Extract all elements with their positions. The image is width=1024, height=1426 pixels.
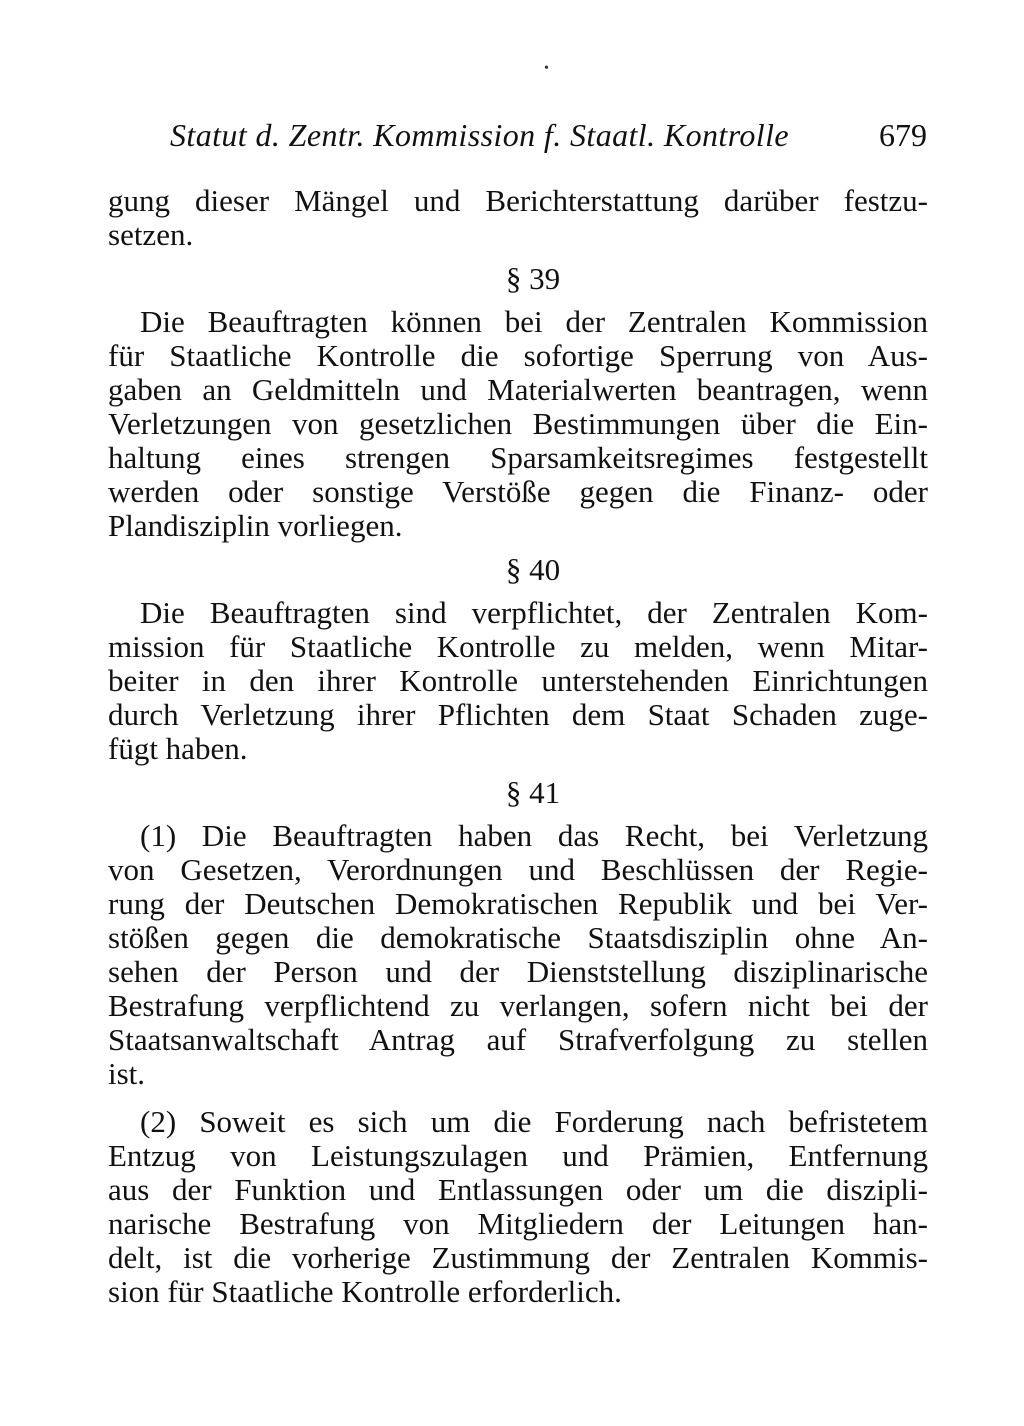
text-line: haltung eines strengen Sparsamkeitsregimes festgestellt [108, 440, 928, 475]
section-39-paragraph [108, 305, 928, 543]
section-heading-40: § 40 [505, 552, 561, 587]
section-41-paragraph-1 [108, 819, 928, 1091]
page-number: 679 [879, 117, 927, 153]
text-line: narische Bestrafung von Mitgliedern der Leitungen han- [108, 1206, 928, 1241]
text-line: Bestrafung verpflichtend zu verlangen, sofern nicht bei der [108, 988, 928, 1023]
text-line: Die Beauftragten können bei der Zentralen Kommission [140, 304, 928, 339]
text-line: werden oder sonstige Verstöße gegen die Finanz- oder [108, 474, 928, 509]
text-line: sion für Staatliche Kontrolle erforderlich. [108, 1274, 622, 1309]
text-line: Verletzungen von gesetzlichen Bestimmungen über die Ein- [108, 406, 928, 441]
running-head [170, 113, 927, 157]
text-line: mission für Staatliche Kontrolle zu melden, wenn Mitar- [108, 629, 928, 664]
text-line: von Gesetzen, Verordnungen und Beschlüssen der Regie- [108, 852, 928, 887]
running-head-title: Statut d. Zentr. Kommission f. Staatl. Kontrolle [170, 117, 789, 153]
text-line: setzen. [108, 217, 194, 252]
text-line: Entzug von Leistungszulagen und Prämien, Entfernung [108, 1138, 928, 1173]
section-heading-41: § 41 [505, 775, 561, 810]
text-line: (1) Die Beauftragten haben das Recht, bei Verletzung [140, 818, 928, 853]
text-line: durch Verletzung ihrer Pflichten dem Staat Schaden zuge- [108, 697, 928, 732]
text-line: gaben an Geldmitteln und Materialwerten beantragen, wenn [108, 372, 928, 407]
section-40-paragraph [108, 596, 928, 766]
text-line: beiter in den ihrer Kontrolle unterstehenden Einrichtungen [108, 663, 928, 698]
text-line: delt, ist die vorherige Zustimmung der Zentralen Kommis- [108, 1240, 928, 1275]
text-line: (2) Soweit es sich um die Forderung nach befristetem [140, 1104, 928, 1139]
text-line: Staatsanwaltschaft Antrag auf Strafverfolgung zu stellen [108, 1022, 928, 1057]
text-line: fügt haben. [108, 731, 248, 766]
text-line: ist. [108, 1056, 146, 1091]
section-heading-39: § 39 [505, 261, 561, 296]
text-line: sehen der Person und der Dienststellung disziplinarische [108, 954, 928, 989]
text-line: Die Beauftragten sind verpflichtet, der Zentralen Kom- [140, 595, 928, 630]
text-line: rung der Deutschen Demokratischen Republik und bei Ver- [108, 886, 928, 921]
section-41-paragraph-2 [108, 1105, 928, 1309]
body-text [108, 184, 928, 1309]
continuation-paragraph [108, 184, 928, 252]
text-line: stößen gegen die demokratische Staatsdisziplin ohne An- [108, 920, 928, 955]
text-line: Plandisziplin vorliegen. [108, 508, 403, 543]
text-line: für Staatliche Kontrolle die sofortige Sperrung von Aus- [108, 338, 928, 373]
speck-mark: • [544, 61, 549, 76]
text-line: aus der Funktion und Entlassungen oder um die diszipli- [108, 1172, 928, 1207]
text-line: gung dieser Mängel und Berichterstattung darüber festzu- [108, 183, 928, 218]
